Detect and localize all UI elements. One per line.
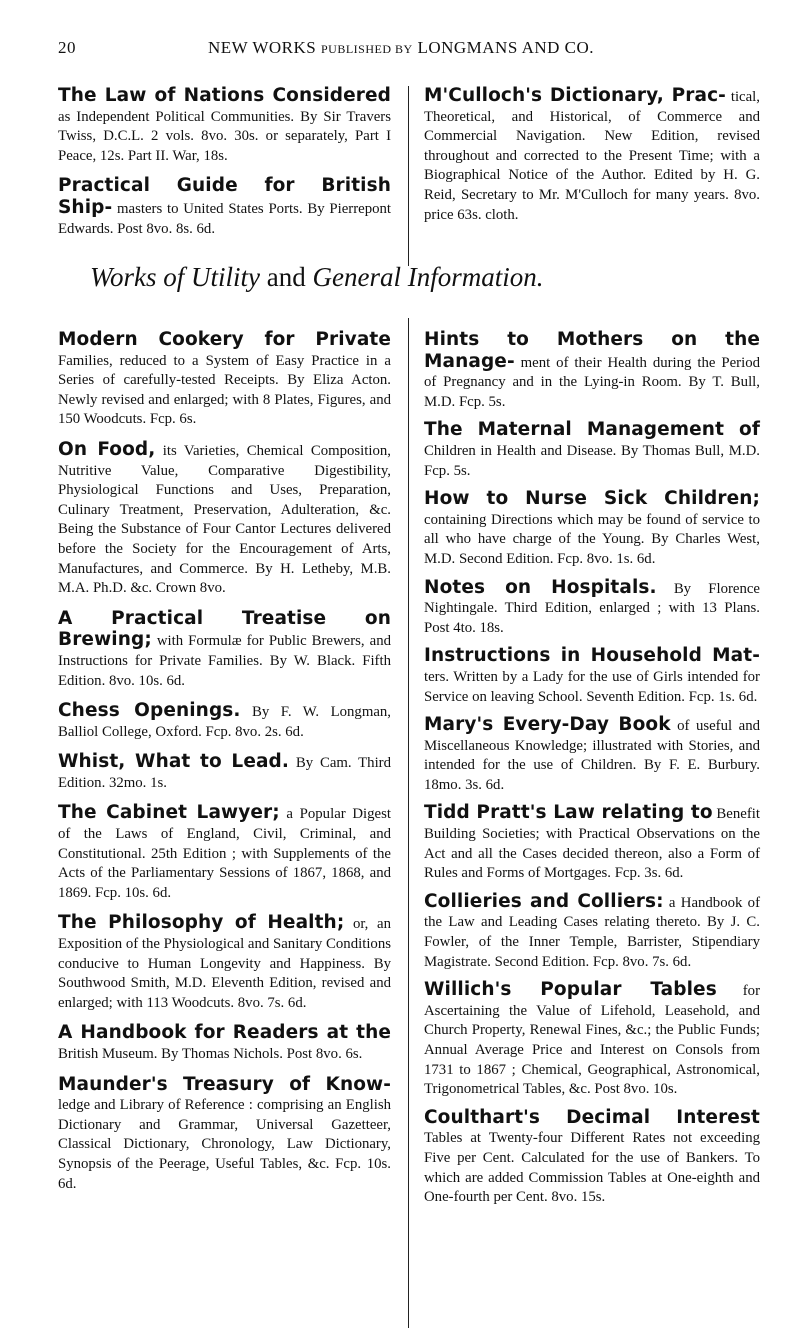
book-description: for Ascertaining the Value of Lifehold, Leasehold, and Church Property, Renewal Fines, &c.; the Public Funds; Annual Average Price and Interest on Consols from 1731 to 1867 ; Chemical, Geographical, Astronomical, Trigonometrical Tables, &c. Post 8vo. 10s. [424, 983, 761, 1098]
top-left-column [58, 86, 391, 249]
book-title: M'Culloch's Dictionary, Prac- [424, 85, 726, 106]
book-description: Families, reduced to a System of Easy Practice in a Series of carefully-tested Receipts. By Eliza Acton. Newly revised and enlarged; with 8 Plates, Figures, and 150 Woodcuts. Fcp. 6s. [58, 352, 391, 428]
book-entry [58, 440, 391, 599]
book-description: with Formulæ for Public Brewers, and Instructions for Private Families. By W. Black. Fifth Edition. 8vo. 10s. 6d. [58, 633, 391, 689]
book-entry [58, 1023, 391, 1064]
bottom-right-column [424, 330, 760, 1216]
book-entry [58, 330, 391, 430]
book-title: The Philosophy of Health; [58, 912, 345, 934]
book-title: The Cabinet Lawyer; [58, 802, 280, 824]
book-description: ters. Written by a Lady for the use of Girls intended for Service on leaving School. Seventh Edition. Fcp. 1s. 6d. [424, 668, 760, 705]
book-description: its Varieties, Chemical Composition, Nutritive Value, Comparative Digestibility, Physiological Functions and Uses, Preparation, Culinary Treatment, Preservation, Adulteration, &c. Being the Substance of Four Cantor Lectures delivered before the Society for the Encouragement of Arts, Manufactures, and Commerce. By H. Letheby, M.B. M.A. Ph.D. &c. Crown 8vo. [58, 442, 391, 597]
book-title: A Handbook for Readers at the [58, 1022, 391, 1044]
book-description: British Museum. By Thomas Nichols. Post 8vo. 6s. [58, 1046, 363, 1062]
book-description: Tables at Twenty-four Different Rates not exceeding Five per Cent. Calculated for the use of Bankers. To which are added Commission Tables at One-eighth and One-fourth per Cent. 8vo. 15s. [424, 1130, 760, 1206]
book-entry [58, 86, 391, 166]
book-description: a Handbook of the Law and Leading Cases relating thereto. By J. C. Fowler, of the Inner Temple, Barrister, Stipendiary Magistrate. Second Edition. Fcp. 8vo. 7s. 6d. [424, 894, 761, 970]
book-title: Chess Openings. [58, 700, 241, 722]
book-description: By Florence Nightingale. Third Edition, enlarged ; with 13 Plans. Post 4to. 18s. [424, 580, 760, 636]
book-entry [424, 980, 760, 1100]
running-title: NEW WORKS PUBLISHED BY LONGMANS AND CO. [208, 38, 595, 57]
book-description: By F. W. Longman, Balliol College, Oxford. Fcp. 8vo. 2s. 6d. [58, 704, 391, 740]
book-description: a Popular Digest of the Laws of England, Civil, Criminal, and Constitutional. 25th Edition ; with Supplements of the Acts of the Parliamentary Sessions of 1867, 1868, and 1869. Fcp. 10s. 6d. [58, 806, 391, 901]
book-description: Benefit Building Societies; with Practical Observations on the Act and all the Cases decided thereon, also a Form of Rules and Forms of Mortgages. Fcp. 3s. 6d. [424, 806, 760, 882]
book-title: Whist, What to Lead. [58, 751, 290, 773]
book-entry [58, 609, 391, 691]
book-title: The Maternal Management of [424, 419, 760, 441]
book-entry [58, 701, 391, 742]
book-description: masters to United States Ports. By Pierrepont Edwards. Post 8vo. 8s. 6d. [58, 200, 391, 237]
book-entry [424, 646, 760, 707]
column-divider-top [408, 86, 409, 266]
top-right-column [424, 86, 760, 235]
book-entry [58, 1075, 391, 1195]
book-title: How to Nurse Sick Children; [424, 488, 760, 510]
book-entry [424, 86, 760, 225]
book-entry [424, 330, 760, 412]
page-number: 20 [58, 38, 76, 57]
book-title: Coulthart's Decimal Interest [424, 1106, 760, 1128]
book-entry [58, 176, 391, 239]
section-heading: Works of Utility and General Information. [90, 262, 544, 292]
book-description: ment of their Health during the Period of Pregnancy and in the Lying-in Room. By T. Bull, M.D. Fcp. 5s. [424, 354, 761, 410]
book-entry [424, 489, 760, 569]
book-description: Children in Health and Disease. By Thomas Bull, M.D. Fcp. 5s. [424, 442, 760, 479]
book-description: tical, Theoretical, and Historical, of Commerce and Commercial Navigation. New Edition, revised throughout and corrected to the Present Time; with a Biographical Notice of the Author. Edited by H. G. Reid, Secretary to Mr. M'Culloch for many years. 8vo. price 63s. cloth. [424, 89, 760, 223]
bottom-left-column [58, 330, 391, 1204]
book-description: as Independent Political Communities. By Sir Travers Twiss, D.C.L. 2 vols. 8vo. 30s. or separately, Part I Peace, 12s. Part II. War, 18s. [58, 108, 391, 164]
book-description: containing Directions which may be found of service to all who have charge of the Young. By Charles West, M.D. Second Edition. Fcp. 8vo. 1s. 6d. [424, 511, 760, 567]
book-entry [424, 715, 760, 795]
book-title: Modern Cookery for Private [58, 329, 391, 350]
book-description: ledge and Library of Reference : comprising an English Dictionary and Grammar, Universal Gazetteer, Classical Dictionary, Chronology, Law Dictionary, Synopsis of the Peerage, Useful Tables, &c. Fcp. 10s. 6d. [58, 1097, 391, 1192]
book-title: A Practical Treatise on Brewing; [58, 607, 391, 651]
book-title: Practical Guide for British Ship- [58, 175, 391, 218]
book-title: The Law of Nations Considered [58, 85, 391, 106]
book-entry [424, 578, 760, 639]
column-divider-bottom [408, 318, 409, 1328]
book-title: Notes on Hospitals. [424, 576, 657, 598]
book-title: Instructions in Household Mat- [424, 645, 760, 667]
book-entry [424, 1108, 760, 1208]
book-title: Tidd Pratt's Law relating to [424, 802, 713, 824]
book-title: Maunder's Treasury of Know- [58, 1073, 391, 1095]
book-title: On Food, [58, 438, 156, 460]
book-description: of useful and Miscellaneous Knowledge; illustrated with Stories, and intended for the use of Children. By F. E. Burbury. 18mo. 3s. 6d. [424, 718, 760, 793]
book-entry [58, 803, 391, 903]
book-entry [58, 752, 391, 793]
book-description: By Cam. Third Edition. 32mo. 1s. [58, 755, 392, 791]
book-title: Mary's Every-Day Book [424, 714, 671, 736]
book-title: Willich's Popular Tables [424, 979, 717, 1001]
book-entry [58, 913, 391, 1013]
book-entry [424, 892, 760, 972]
book-title: Hints to Mothers on the Manage- [424, 329, 760, 372]
book-title: Collieries and Colliers: [424, 890, 664, 912]
book-entry [424, 420, 760, 481]
book-entry [424, 803, 760, 883]
book-description: or, an Exposition of the Physiological and Sanitary Conditions conducive to Human Longevity and Happiness. By Southwood Smith, M.D. Eleventh Edition, revised and enlarged; with 113 Woodcuts. 8vo. 7s. 6d. [58, 916, 391, 1011]
